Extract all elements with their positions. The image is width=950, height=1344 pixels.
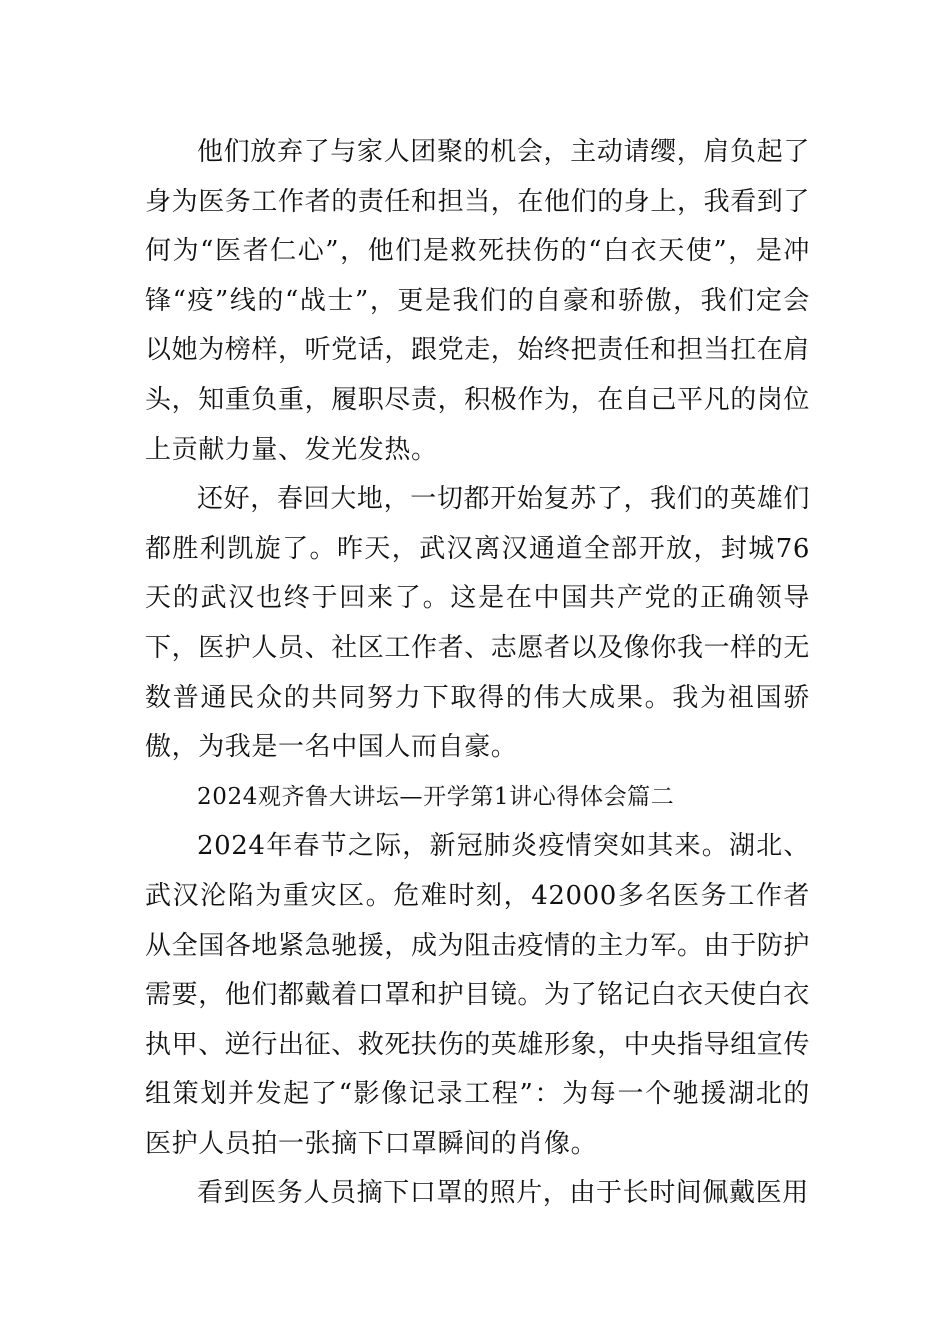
paragraph-1: 他们放弃了与家人团聚的机会，主动请缨，肩负起了身为医务工作者的责任和担当，在他们的身上，我看到了何为“医者仁心”，他们是救死扶伤的“白衣天使”，是冲锋“疫”线的“战士”，更是我们的自豪和骄傲，我们定会以她为榜样，听党话，跟党走，始终把责任和担当扛在肩头，知重负重，履职尽责，积极作为，在自己平凡的岗位上贡献力量、发光发热。: [145, 137, 811, 465]
section-heading: 2024观齐鲁大讲坛—开学第1讲心得体会篇二: [197, 783, 675, 810]
paragraph-2: 还好，春回大地，一切都开始复苏了，我们的英雄们都胜利凯旋了。昨天，武汉离汉通道全部开放，封城76天的武汉也终于回来了。这是在中国共产党的正确领导下，医护人员、社区工作者、志愿者以及像你我一样的无数普通民众的共同努力下取得的伟大成果。我为祖国骄傲，为我是一名中国人而自豪。: [145, 484, 811, 763]
document-body: [145, 128, 810, 1219]
paragraph-3: 2024年春节之际，新冠肺炎疫情突如其来。湖北、武汉沦陷为重灾区。危难时刻，42000多名医务工作者从全国各地紧急驰援，成为阻击疫情的主力军。由于防护需要，他们都戴着口罩和护目镜。为了铭记白衣天使白衣执甲、逆行出征、救死扶伤的英雄形象，中央指导组宣传组策划并发起了“影像记录工程”：为每一个驰援湖北的医护人员拍一张摘下口罩瞬间的肖像。: [145, 831, 811, 1159]
paragraph-4: 看到医务人员摘下口罩的照片，由于长时间佩戴医用: [197, 1178, 809, 1209]
